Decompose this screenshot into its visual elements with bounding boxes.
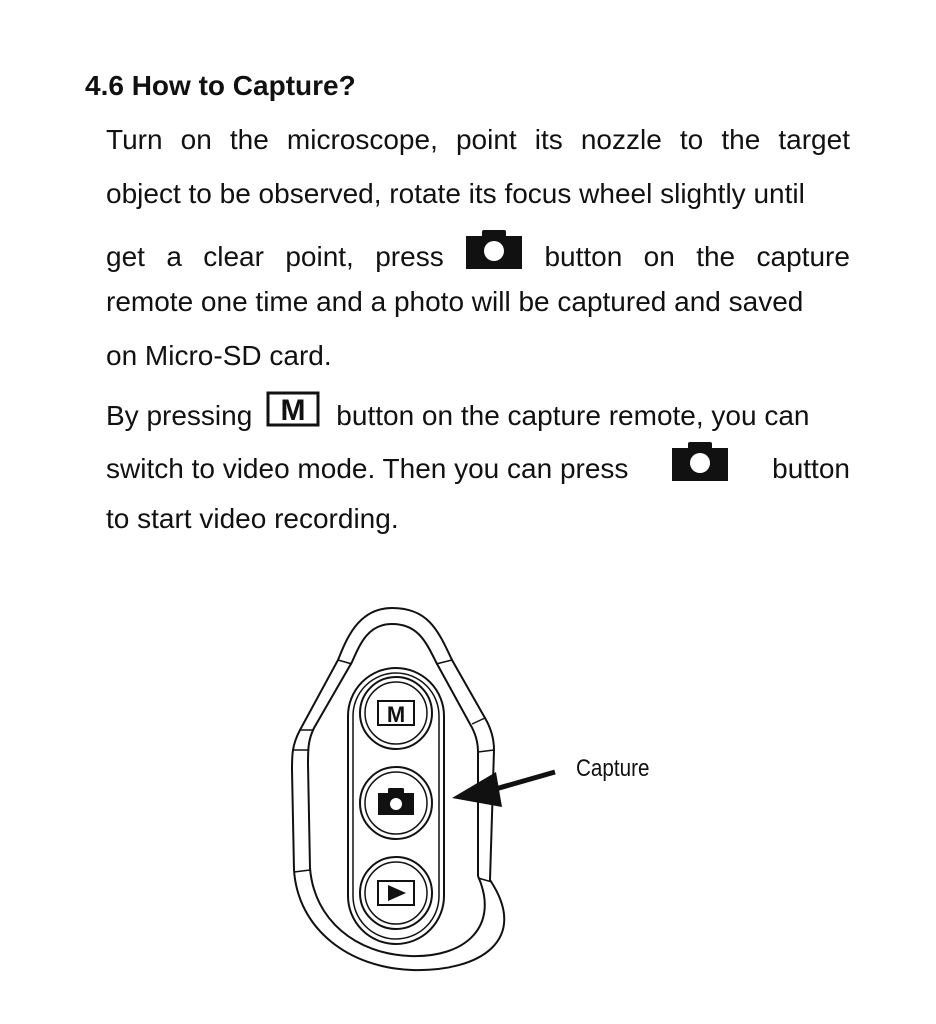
camera-icon bbox=[465, 228, 523, 270]
camera-icon bbox=[671, 440, 729, 482]
text-segment: button bbox=[772, 453, 850, 484]
paragraph-1-line-5: on Micro-SD card. bbox=[106, 340, 332, 371]
word: clear bbox=[203, 241, 264, 272]
svg-text:M: M bbox=[386, 702, 406, 727]
word: get bbox=[106, 241, 145, 272]
paragraph-2-line-3: to start video recording. bbox=[106, 503, 399, 534]
text-segment: button on the capture remote, you can bbox=[336, 400, 810, 431]
svg-text:M: M bbox=[280, 394, 306, 427]
capture-button[interactable] bbox=[360, 767, 432, 839]
word: capture bbox=[756, 241, 850, 272]
paragraph-1-line-3 bbox=[106, 236, 850, 278]
word: point bbox=[455, 124, 517, 155]
word: the bbox=[721, 124, 761, 155]
word: button bbox=[544, 241, 623, 272]
text-segment: By pressing bbox=[106, 400, 253, 431]
text-segment: switch to video mode. Then you can press bbox=[106, 453, 629, 484]
word: the bbox=[229, 124, 269, 155]
word: a bbox=[166, 241, 182, 272]
capture-remote-diagram bbox=[280, 600, 680, 980]
word: nozzle bbox=[580, 124, 662, 155]
paragraph-1-line-1 bbox=[106, 122, 850, 158]
play-icon bbox=[378, 881, 414, 905]
section-heading: 4.6 How to Capture? bbox=[85, 70, 356, 101]
word: press bbox=[375, 241, 444, 272]
mode-m-icon bbox=[378, 701, 414, 727]
paragraph-1-line-4: remote one time and a photo will be captured and saved bbox=[106, 286, 804, 317]
paragraph-2-line-1 bbox=[106, 395, 850, 437]
paragraph-1-line-2: object to be observed, rotate its focus wheel slightly until bbox=[106, 178, 805, 209]
word: to bbox=[679, 124, 704, 155]
word: on bbox=[643, 241, 675, 272]
mode-m-icon bbox=[266, 391, 320, 427]
word: microscope, bbox=[286, 124, 438, 155]
word: Turn bbox=[106, 124, 163, 155]
word: target bbox=[778, 124, 850, 155]
word: its bbox=[534, 124, 563, 155]
word: on bbox=[180, 124, 212, 155]
playback-button[interactable] bbox=[360, 857, 432, 929]
capture-caption: Capture bbox=[576, 755, 650, 782]
word: the bbox=[696, 241, 736, 272]
mode-button[interactable] bbox=[360, 677, 432, 749]
word: point, bbox=[285, 241, 354, 272]
paragraph-2-line-2 bbox=[106, 448, 850, 490]
